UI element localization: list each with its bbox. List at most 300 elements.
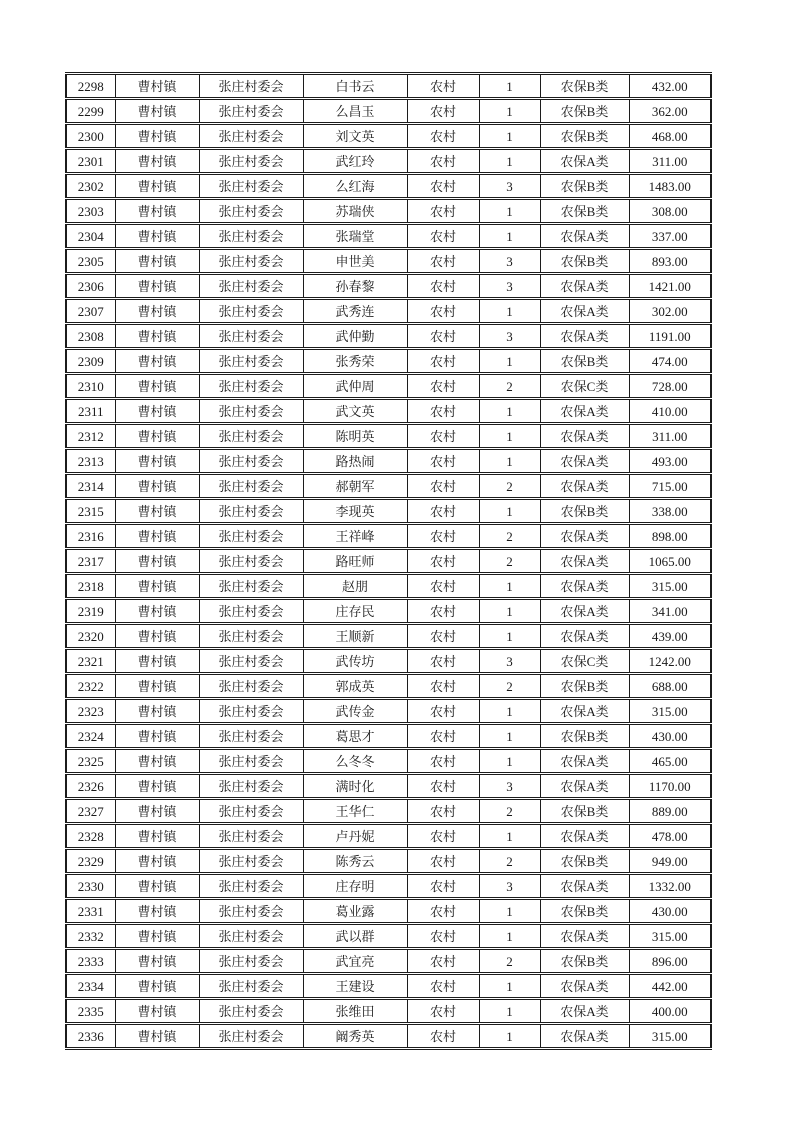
person-name-cell: 卢丹妮	[303, 824, 407, 849]
serial-number-cell: 2321	[66, 649, 115, 674]
amount-cell: 896.00	[629, 949, 711, 974]
person-count-cell: 1	[479, 749, 540, 774]
person-count-cell: 3	[479, 274, 540, 299]
person-name-cell: 李现英	[303, 499, 407, 524]
village-committee-cell: 张庄村委会	[199, 124, 303, 149]
town-cell: 曹村镇	[115, 349, 199, 374]
amount-cell: 315.00	[629, 924, 711, 949]
table-row	[66, 849, 711, 874]
town-cell: 曹村镇	[115, 724, 199, 749]
serial-number-cell: 2311	[66, 399, 115, 424]
person-name-cell: 么冬冬	[303, 749, 407, 774]
person-name-cell: 郝朝军	[303, 474, 407, 499]
town-cell: 曹村镇	[115, 99, 199, 124]
table-row	[66, 299, 711, 324]
person-name-cell: 白书云	[303, 74, 407, 99]
person-count-cell: 1	[479, 399, 540, 424]
residence-type-cell: 农村	[407, 424, 479, 449]
town-cell: 曹村镇	[115, 424, 199, 449]
residence-type-cell: 农村	[407, 624, 479, 649]
town-cell: 曹村镇	[115, 549, 199, 574]
person-name-cell: 王祥峰	[303, 524, 407, 549]
village-committee-cell: 张庄村委会	[199, 199, 303, 224]
amount-cell: 898.00	[629, 524, 711, 549]
residence-type-cell: 农村	[407, 499, 479, 524]
person-name-cell: 武以群	[303, 924, 407, 949]
person-count-cell: 1	[479, 599, 540, 624]
table-row	[66, 574, 711, 599]
serial-number-cell: 2327	[66, 799, 115, 824]
table-row	[66, 324, 711, 349]
person-name-cell: 武传金	[303, 699, 407, 724]
person-name-cell: 陈明英	[303, 424, 407, 449]
person-count-cell: 3	[479, 774, 540, 799]
residence-type-cell: 农村	[407, 299, 479, 324]
person-count-cell: 1	[479, 424, 540, 449]
amount-cell: 1242.00	[629, 649, 711, 674]
residence-type-cell: 农村	[407, 99, 479, 124]
serial-number-cell: 2316	[66, 524, 115, 549]
amount-cell: 468.00	[629, 124, 711, 149]
serial-number-cell: 2301	[66, 149, 115, 174]
insurance-category-cell: 农保A类	[540, 574, 629, 599]
serial-number-cell: 2298	[66, 74, 115, 99]
serial-number-cell: 2329	[66, 849, 115, 874]
person-count-cell: 2	[479, 549, 540, 574]
insurance-category-cell: 农保A类	[540, 874, 629, 899]
town-cell: 曹村镇	[115, 124, 199, 149]
village-committee-cell: 张庄村委会	[199, 374, 303, 399]
person-name-cell: 路旺师	[303, 549, 407, 574]
serial-number-cell: 2313	[66, 449, 115, 474]
residence-type-cell: 农村	[407, 874, 479, 899]
person-count-cell: 1	[479, 224, 540, 249]
village-committee-cell: 张庄村委会	[199, 424, 303, 449]
person-count-cell: 1	[479, 449, 540, 474]
person-count-cell: 2	[479, 374, 540, 399]
table-row	[66, 999, 711, 1024]
town-cell: 曹村镇	[115, 574, 199, 599]
village-committee-cell: 张庄村委会	[199, 999, 303, 1024]
person-count-cell: 3	[479, 649, 540, 674]
town-cell: 曹村镇	[115, 974, 199, 999]
serial-number-cell: 2307	[66, 299, 115, 324]
town-cell: 曹村镇	[115, 699, 199, 724]
village-committee-cell: 张庄村委会	[199, 99, 303, 124]
village-committee-cell: 张庄村委会	[199, 824, 303, 849]
amount-cell: 315.00	[629, 1024, 711, 1049]
insurance-category-cell: 农保A类	[540, 449, 629, 474]
village-committee-cell: 张庄村委会	[199, 624, 303, 649]
residence-type-cell: 农村	[407, 349, 479, 374]
table-row	[66, 274, 711, 299]
residence-type-cell: 农村	[407, 249, 479, 274]
insurance-payment-table	[65, 72, 712, 1050]
residence-type-cell: 农村	[407, 774, 479, 799]
residence-type-cell: 农村	[407, 674, 479, 699]
insurance-category-cell: 农保B类	[540, 899, 629, 924]
person-name-cell: 葛思才	[303, 724, 407, 749]
town-cell: 曹村镇	[115, 249, 199, 274]
insurance-category-cell: 农保A类	[540, 299, 629, 324]
person-name-cell: 张维田	[303, 999, 407, 1024]
amount-cell: 715.00	[629, 474, 711, 499]
insurance-category-cell: 农保A类	[540, 399, 629, 424]
serial-number-cell: 2333	[66, 949, 115, 974]
table-row	[66, 649, 711, 674]
table-row	[66, 474, 711, 499]
table-row	[66, 349, 711, 374]
insurance-category-cell: 农保A类	[540, 924, 629, 949]
village-committee-cell: 张庄村委会	[199, 1024, 303, 1049]
insurance-category-cell: 农保B类	[540, 724, 629, 749]
village-committee-cell: 张庄村委会	[199, 399, 303, 424]
person-count-cell: 1	[479, 574, 540, 599]
town-cell: 曹村镇	[115, 274, 199, 299]
table-row	[66, 749, 711, 774]
person-count-cell: 1	[479, 199, 540, 224]
residence-type-cell: 农村	[407, 849, 479, 874]
amount-cell: 311.00	[629, 424, 711, 449]
town-cell: 曹村镇	[115, 224, 199, 249]
village-committee-cell: 张庄村委会	[199, 899, 303, 924]
insurance-category-cell: 农保B类	[540, 349, 629, 374]
town-cell: 曹村镇	[115, 299, 199, 324]
village-committee-cell: 张庄村委会	[199, 274, 303, 299]
amount-cell: 432.00	[629, 74, 711, 99]
serial-number-cell: 2335	[66, 999, 115, 1024]
amount-cell: 430.00	[629, 724, 711, 749]
village-committee-cell: 张庄村委会	[199, 724, 303, 749]
person-count-cell: 2	[479, 474, 540, 499]
person-name-cell: 么昌玉	[303, 99, 407, 124]
insurance-category-cell: 农保A类	[540, 824, 629, 849]
person-name-cell: 满时化	[303, 774, 407, 799]
person-name-cell: 王建设	[303, 974, 407, 999]
residence-type-cell: 农村	[407, 999, 479, 1024]
table-row	[66, 224, 711, 249]
amount-cell: 1170.00	[629, 774, 711, 799]
amount-cell: 430.00	[629, 899, 711, 924]
serial-number-cell: 2334	[66, 974, 115, 999]
serial-number-cell: 2325	[66, 749, 115, 774]
town-cell: 曹村镇	[115, 199, 199, 224]
serial-number-cell: 2318	[66, 574, 115, 599]
insurance-category-cell: 农保B类	[540, 249, 629, 274]
village-committee-cell: 张庄村委会	[199, 649, 303, 674]
town-cell: 曹村镇	[115, 874, 199, 899]
town-cell: 曹村镇	[115, 824, 199, 849]
insurance-category-cell: 农保A类	[540, 324, 629, 349]
person-count-cell: 1	[479, 624, 540, 649]
person-name-cell: 武传坊	[303, 649, 407, 674]
person-count-cell: 1	[479, 499, 540, 524]
insurance-category-cell: 农保A类	[540, 974, 629, 999]
person-name-cell: 申世美	[303, 249, 407, 274]
person-name-cell: 庄存民	[303, 599, 407, 624]
town-cell: 曹村镇	[115, 149, 199, 174]
town-cell: 曹村镇	[115, 324, 199, 349]
village-committee-cell: 张庄村委会	[199, 774, 303, 799]
village-committee-cell: 张庄村委会	[199, 174, 303, 199]
residence-type-cell: 农村	[407, 1024, 479, 1049]
table-row	[66, 724, 711, 749]
insurance-category-cell: 农保A类	[540, 774, 629, 799]
person-count-cell: 1	[479, 899, 540, 924]
serial-number-cell: 2306	[66, 274, 115, 299]
serial-number-cell: 2310	[66, 374, 115, 399]
town-cell: 曹村镇	[115, 674, 199, 699]
village-committee-cell: 张庄村委会	[199, 349, 303, 374]
residence-type-cell: 农村	[407, 224, 479, 249]
insurance-category-cell: 农保B类	[540, 124, 629, 149]
table-row	[66, 799, 711, 824]
amount-cell: 474.00	[629, 349, 711, 374]
table-row	[66, 374, 711, 399]
person-count-cell: 1	[479, 974, 540, 999]
village-committee-cell: 张庄村委会	[199, 924, 303, 949]
amount-cell: 893.00	[629, 249, 711, 274]
residence-type-cell: 农村	[407, 74, 479, 99]
town-cell: 曹村镇	[115, 849, 199, 874]
person-count-cell: 1	[479, 724, 540, 749]
person-name-cell: 郭成英	[303, 674, 407, 699]
amount-cell: 688.00	[629, 674, 711, 699]
person-count-cell: 3	[479, 324, 540, 349]
town-cell: 曹村镇	[115, 474, 199, 499]
amount-cell: 410.00	[629, 399, 711, 424]
serial-number-cell: 2308	[66, 324, 115, 349]
person-name-cell: 孙春黎	[303, 274, 407, 299]
person-name-cell: 苏瑞侠	[303, 199, 407, 224]
town-cell: 曹村镇	[115, 949, 199, 974]
serial-number-cell: 2317	[66, 549, 115, 574]
amount-cell: 1065.00	[629, 549, 711, 574]
insurance-category-cell: 农保B类	[540, 499, 629, 524]
table-row	[66, 874, 711, 899]
person-name-cell: 阚秀英	[303, 1024, 407, 1049]
village-committee-cell: 张庄村委会	[199, 849, 303, 874]
town-cell: 曹村镇	[115, 749, 199, 774]
village-committee-cell: 张庄村委会	[199, 524, 303, 549]
table-row	[66, 74, 711, 99]
serial-number-cell: 2324	[66, 724, 115, 749]
serial-number-cell: 2300	[66, 124, 115, 149]
serial-number-cell: 2322	[66, 674, 115, 699]
table-row	[66, 774, 711, 799]
serial-number-cell: 2323	[66, 699, 115, 724]
person-count-cell: 2	[479, 949, 540, 974]
residence-type-cell: 农村	[407, 449, 479, 474]
serial-number-cell: 2315	[66, 499, 115, 524]
person-name-cell: 陈秀云	[303, 849, 407, 874]
person-name-cell: 刘文英	[303, 124, 407, 149]
amount-cell: 728.00	[629, 374, 711, 399]
person-count-cell: 1	[479, 149, 540, 174]
person-count-cell: 3	[479, 249, 540, 274]
amount-cell: 302.00	[629, 299, 711, 324]
person-count-cell: 2	[479, 799, 540, 824]
table-row	[66, 174, 711, 199]
person-name-cell: 路热闹	[303, 449, 407, 474]
insurance-category-cell: 农保B类	[540, 849, 629, 874]
town-cell: 曹村镇	[115, 799, 199, 824]
insurance-category-cell: 农保A类	[540, 699, 629, 724]
person-count-cell: 1	[479, 999, 540, 1024]
amount-cell: 1483.00	[629, 174, 711, 199]
person-count-cell: 2	[479, 674, 540, 699]
amount-cell: 1421.00	[629, 274, 711, 299]
person-count-cell: 1	[479, 299, 540, 324]
table-row	[66, 1024, 711, 1049]
serial-number-cell: 2330	[66, 874, 115, 899]
residence-type-cell: 农村	[407, 149, 479, 174]
village-committee-cell: 张庄村委会	[199, 599, 303, 624]
village-committee-cell: 张庄村委会	[199, 799, 303, 824]
person-name-cell: 王华仁	[303, 799, 407, 824]
serial-number-cell: 2320	[66, 624, 115, 649]
village-committee-cell: 张庄村委会	[199, 149, 303, 174]
town-cell: 曹村镇	[115, 774, 199, 799]
insurance-category-cell: 农保B类	[540, 199, 629, 224]
serial-number-cell: 2326	[66, 774, 115, 799]
amount-cell: 362.00	[629, 99, 711, 124]
person-name-cell: 庄存明	[303, 874, 407, 899]
table-row	[66, 974, 711, 999]
residence-type-cell: 农村	[407, 924, 479, 949]
insurance-category-cell: 农保C类	[540, 649, 629, 674]
amount-cell: 442.00	[629, 974, 711, 999]
amount-cell: 1332.00	[629, 874, 711, 899]
village-committee-cell: 张庄村委会	[199, 474, 303, 499]
serial-number-cell: 2314	[66, 474, 115, 499]
amount-cell: 465.00	[629, 749, 711, 774]
town-cell: 曹村镇	[115, 624, 199, 649]
insurance-category-cell: 农保A类	[540, 274, 629, 299]
village-committee-cell: 张庄村委会	[199, 949, 303, 974]
amount-cell: 1191.00	[629, 324, 711, 349]
town-cell: 曹村镇	[115, 374, 199, 399]
town-cell: 曹村镇	[115, 899, 199, 924]
residence-type-cell: 农村	[407, 824, 479, 849]
table-row	[66, 949, 711, 974]
village-committee-cell: 张庄村委会	[199, 224, 303, 249]
residence-type-cell: 农村	[407, 699, 479, 724]
amount-cell: 338.00	[629, 499, 711, 524]
town-cell: 曹村镇	[115, 599, 199, 624]
town-cell: 曹村镇	[115, 449, 199, 474]
person-count-cell: 1	[479, 924, 540, 949]
amount-cell: 337.00	[629, 224, 711, 249]
person-count-cell: 3	[479, 174, 540, 199]
residence-type-cell: 农村	[407, 174, 479, 199]
amount-cell: 493.00	[629, 449, 711, 474]
person-count-cell: 1	[479, 74, 540, 99]
person-name-cell: 武红玲	[303, 149, 407, 174]
village-committee-cell: 张庄村委会	[199, 449, 303, 474]
town-cell: 曹村镇	[115, 74, 199, 99]
serial-number-cell: 2309	[66, 349, 115, 374]
table-row	[66, 249, 711, 274]
residence-type-cell: 农村	[407, 399, 479, 424]
serial-number-cell: 2319	[66, 599, 115, 624]
residence-type-cell: 农村	[407, 974, 479, 999]
residence-type-cell: 农村	[407, 574, 479, 599]
residence-type-cell: 农村	[407, 749, 479, 774]
insurance-category-cell: 农保A类	[540, 624, 629, 649]
table-row	[66, 899, 711, 924]
village-committee-cell: 张庄村委会	[199, 874, 303, 899]
person-count-cell: 2	[479, 849, 540, 874]
serial-number-cell: 2305	[66, 249, 115, 274]
insurance-category-cell: 农保A类	[540, 149, 629, 174]
residence-type-cell: 农村	[407, 899, 479, 924]
serial-number-cell: 2302	[66, 174, 115, 199]
amount-cell: 400.00	[629, 999, 711, 1024]
amount-cell: 478.00	[629, 824, 711, 849]
person-count-cell: 1	[479, 99, 540, 124]
insurance-category-cell: 农保A类	[540, 999, 629, 1024]
insurance-category-cell: 农保C类	[540, 374, 629, 399]
village-committee-cell: 张庄村委会	[199, 549, 303, 574]
town-cell: 曹村镇	[115, 174, 199, 199]
table-row	[66, 924, 711, 949]
residence-type-cell: 农村	[407, 199, 479, 224]
residence-type-cell: 农村	[407, 374, 479, 399]
insurance-category-cell: 农保A类	[540, 424, 629, 449]
residence-type-cell: 农村	[407, 124, 479, 149]
table-row	[66, 499, 711, 524]
town-cell: 曹村镇	[115, 924, 199, 949]
person-name-cell: 武秀连	[303, 299, 407, 324]
insurance-category-cell: 农保B类	[540, 74, 629, 99]
amount-cell: 315.00	[629, 699, 711, 724]
residence-type-cell: 农村	[407, 599, 479, 624]
insurance-category-cell: 农保B类	[540, 674, 629, 699]
table-row	[66, 149, 711, 174]
table-row	[66, 399, 711, 424]
residence-type-cell: 农村	[407, 949, 479, 974]
residence-type-cell: 农村	[407, 549, 479, 574]
village-committee-cell: 张庄村委会	[199, 499, 303, 524]
amount-cell: 308.00	[629, 199, 711, 224]
person-name-cell: 武仲勤	[303, 324, 407, 349]
insurance-category-cell: 农保A类	[540, 224, 629, 249]
person-name-cell: 武宜亮	[303, 949, 407, 974]
town-cell: 曹村镇	[115, 399, 199, 424]
table-row	[66, 674, 711, 699]
insurance-category-cell: 农保A类	[540, 1024, 629, 1049]
person-name-cell: 王顺新	[303, 624, 407, 649]
person-count-cell: 1	[479, 124, 540, 149]
person-count-cell: 1	[479, 1024, 540, 1049]
insurance-category-cell: 农保A类	[540, 549, 629, 574]
residence-type-cell: 农村	[407, 799, 479, 824]
insurance-category-cell: 农保A类	[540, 474, 629, 499]
amount-cell: 315.00	[629, 574, 711, 599]
amount-cell: 889.00	[629, 799, 711, 824]
person-name-cell: 葛业露	[303, 899, 407, 924]
table-row	[66, 99, 711, 124]
insurance-category-cell: 农保B类	[540, 99, 629, 124]
serial-number-cell: 2299	[66, 99, 115, 124]
village-committee-cell: 张庄村委会	[199, 974, 303, 999]
residence-type-cell: 农村	[407, 724, 479, 749]
person-name-cell: 赵朋	[303, 574, 407, 599]
person-name-cell: 张瑞堂	[303, 224, 407, 249]
table-row	[66, 624, 711, 649]
village-committee-cell: 张庄村委会	[199, 324, 303, 349]
